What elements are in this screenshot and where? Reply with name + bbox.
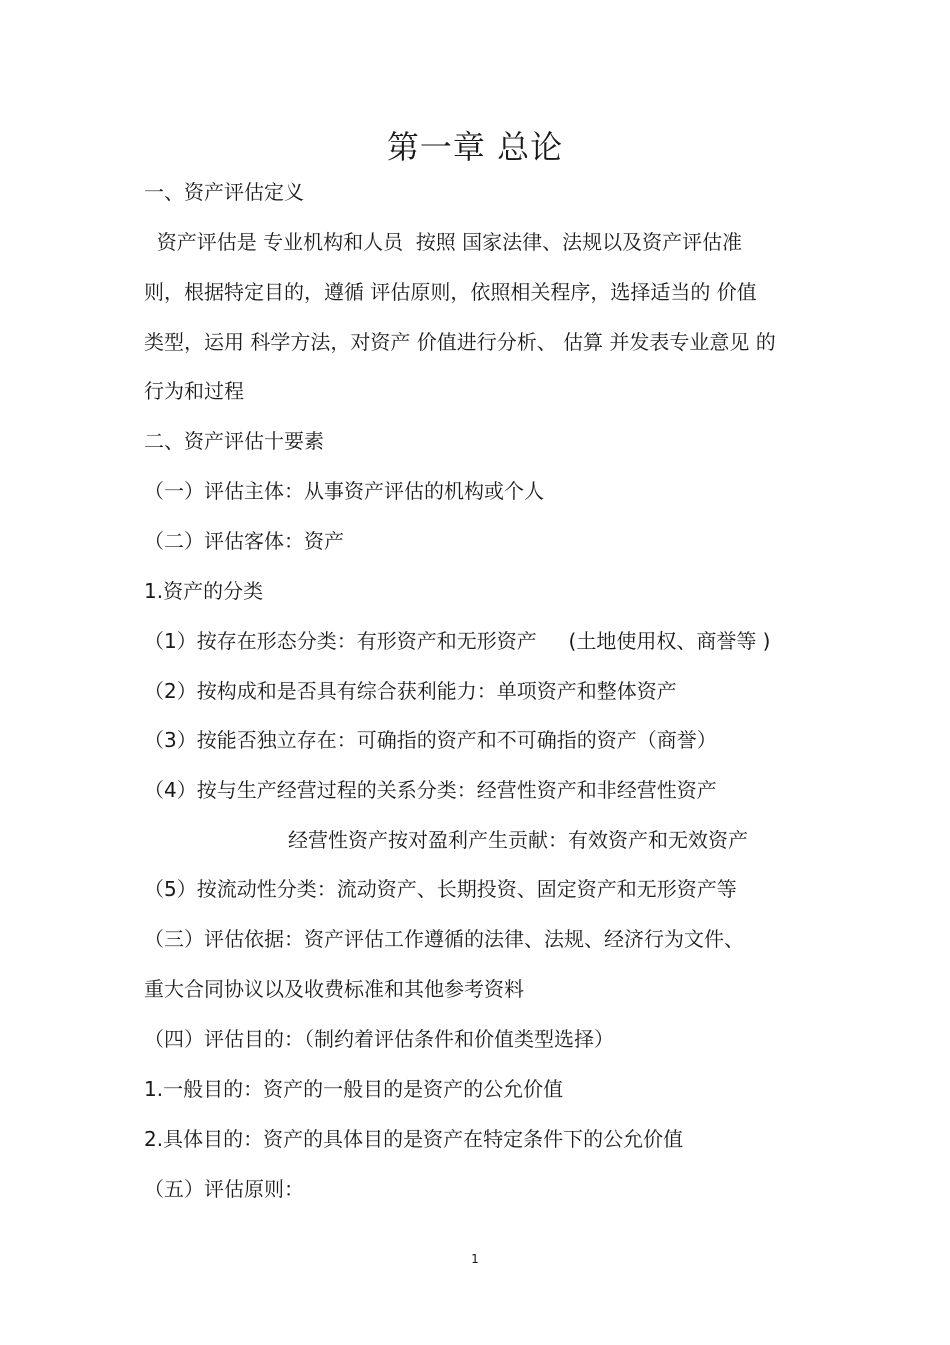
- list-item: （3）按能否独立存在：可确指的资产和不可确指的资产（商誉）: [144, 728, 717, 752]
- list-item: 经营性资产按对盈利产生贡献：有效资产和无效资产: [288, 828, 748, 852]
- list-item: （1）按存在形态分类：有形资产和无形资产 (土地使用权、商誉等 ): [144, 629, 771, 653]
- chapter-title: 第一章 总论: [386, 128, 564, 166]
- list-item: （二）评估客体：资产: [144, 529, 344, 553]
- section-heading: 二、资产评估十要素: [144, 429, 324, 453]
- list-item: 1.一般目的：资产的一般目的是资产的公允价值: [144, 1077, 564, 1101]
- list-item: 2.具体目的：资产的具体目的是资产在特定条件下的公允价值: [144, 1127, 684, 1151]
- list-item: （三）评估依据：资产评估工作遵循的法律、法规、经济行为文件、: [144, 927, 744, 951]
- list-item: （5）按流动性分类：流动资产、长期投资、固定资产和无形资产等: [144, 877, 737, 901]
- paragraph-line: 则，根据特定目的，遵循 评估原则，依照相关程序，选择适当的 价值: [144, 280, 757, 304]
- list-item: （4）按与生产经营过程的关系分类：经营性资产和非经营性资产: [144, 778, 717, 802]
- page-number: 1: [471, 1252, 479, 1266]
- list-item: （一）评估主体：从事资产评估的机构或个人: [144, 479, 544, 503]
- list-item: （四）评估目的：（制约着评估条件和价值类型选择）: [144, 1027, 614, 1051]
- paragraph-line: 类型，运用 科学方法，对资产 价值进行分析、 估算 并发表专业意见 的: [144, 330, 776, 354]
- section-heading: 一、资产评估定义: [144, 180, 304, 204]
- paragraph-line: 资产评估是 专业机构和人员 按照 国家法律、法规以及资产评估准: [144, 230, 743, 254]
- list-item: （五）评估原则：: [144, 1177, 304, 1201]
- list-item: 1.资产的分类: [144, 579, 264, 603]
- paragraph-line: 行为和过程: [144, 379, 244, 403]
- list-item: （2）按构成和是否具有综合获利能力：单项资产和整体资产: [144, 679, 677, 703]
- list-item: 重大合同协议以及收费标准和其他参考资料: [144, 977, 524, 1001]
